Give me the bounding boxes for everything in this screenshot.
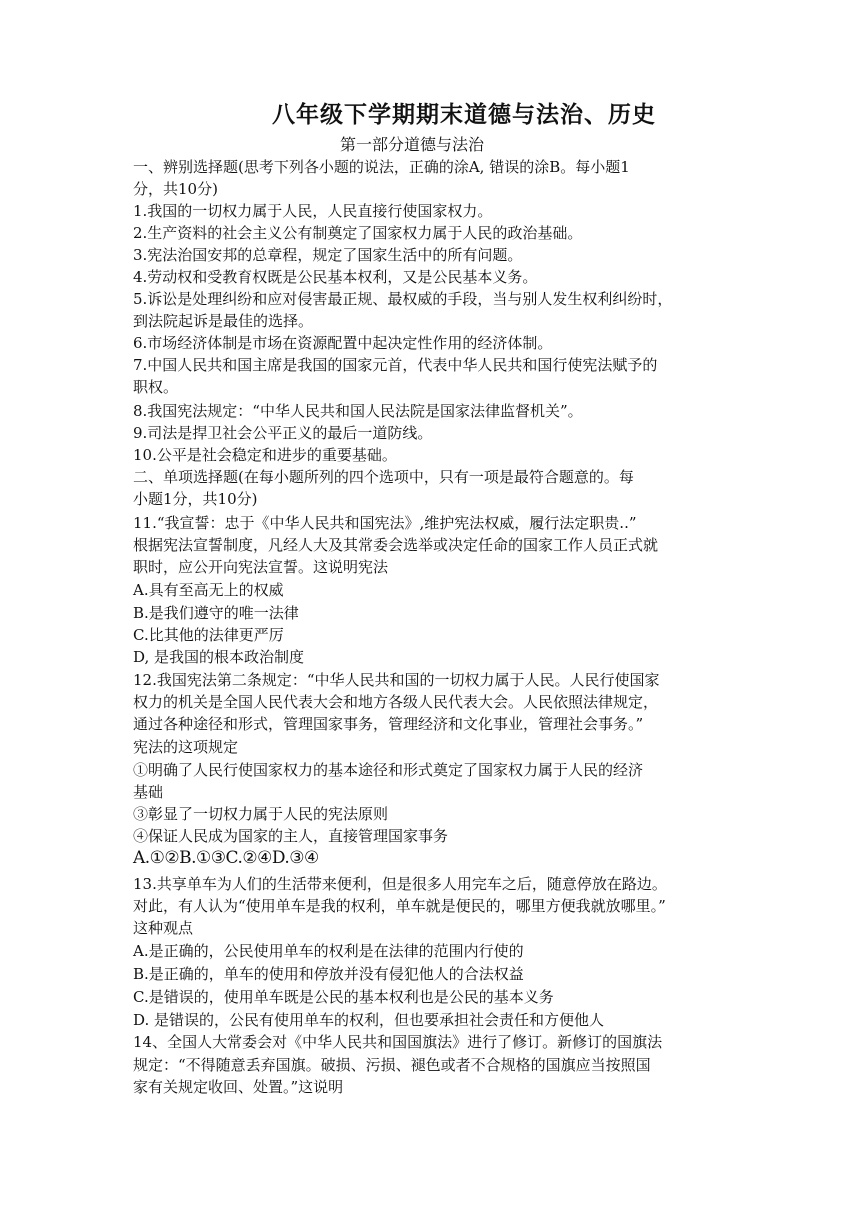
text-line: 小题1分，共10分) xyxy=(133,490,258,508)
text-line: 8.我国宪法规定：“中华人民共和国人民法院是国家法律监督机关”。 xyxy=(133,402,583,420)
answer-options-line: A.①②B.①③C.②④D.③④ xyxy=(133,848,319,868)
text-line: 权力的机关是全国人民代表大会和地方各级人民代表大会。人民依照法律规定， xyxy=(133,693,659,711)
text-line: C.是错误的，使用单车既是公民的基本权利也是公民的基本义务 xyxy=(133,988,554,1006)
text-line: B.是我们遵守的唯一法律 xyxy=(133,604,299,622)
text-line: 家有关规定收回、处置。”这说明 xyxy=(133,1078,344,1096)
section-title: 第一部分道德与法治 xyxy=(340,135,485,154)
text-line: A.是正确的，公民使用单车的权利是在法律的范围内行使的 xyxy=(133,942,524,960)
text-line: 基础 xyxy=(133,783,164,801)
text-line: 职时，应公开向宪法宣誓。这说明宪法 xyxy=(133,558,389,576)
text-line: B.是正确的，单车的使用和停放并没有侵犯他人的合法权益 xyxy=(133,965,524,983)
text-line: 二、单项选择题(在每小题所列的四个选项中，只有一项是最符合题意的。每 xyxy=(133,468,634,486)
text-line: 职权。 xyxy=(133,378,179,396)
text-line: 分，共10分) xyxy=(133,180,218,198)
text-line: 11.“我宣誓：忠于《中华人民共和国宪法》,维护宪法权威，履行法定职贵..” xyxy=(133,514,637,532)
text-line: 对此，有人认为“使用单车是我的权利，单车就是便民的，哪里方便我就放哪里。” xyxy=(133,897,666,915)
text-line: 10.公平是社会稳定和进步的重要基础。 xyxy=(133,446,397,464)
text-line: 13.共享单车为人们的生活带来便利，但是很多人用完车之后，随意停放在路边。 xyxy=(133,875,667,893)
text-line: 9.司法是捍卫社会公平正义的最后一道防线。 xyxy=(133,424,433,442)
text-line: D. 是错误的，公民有使用单车的权利，但也要承担社会责任和方便他人 xyxy=(133,1011,605,1029)
text-line: 根据宪法宣誓制度，凡经人大及其常委会选举或决定任命的国家工作人员正式就 xyxy=(133,536,659,554)
text-line: 规定：“不得随意丢弃国旗。破损、污损、褪色或者不合规格的国旗应当按照国 xyxy=(133,1056,651,1074)
text-line: ③彰显了一切权力属于人民的宪法原则 xyxy=(133,805,389,823)
text-line: A.具有至高无上的权威 xyxy=(133,581,284,599)
text-line: ④保证人民成为国家的主人，直接管理国家事务 xyxy=(133,827,449,845)
text-line: 7.中国人民共和国主席是我国的国家元首，代表中华人民共和国行使宪法赋予的 xyxy=(133,356,658,374)
text-line: 一、辨别选择题(思考下列各小题的说法，正确的涂A, 错误的涂B。每小题1 xyxy=(133,158,630,176)
text-line: ①明确了人民行使国家权力的基本途径和形式奠定了国家权力属于人民的经济 xyxy=(133,761,644,779)
text-line: 4.劳动权和受教育权既是公民基本权利，又是公民基本义务。 xyxy=(133,268,538,286)
text-line: C.比其他的法律更严厉 xyxy=(133,626,284,644)
text-line: 通过各种途径和形式，管理国家事务，管理经济和文化事业，管理社会事务。” xyxy=(133,715,644,733)
text-line: 这种观点 xyxy=(133,919,194,937)
text-line: 2.生产资料的社会主义公有制奠定了国家权力属于人民的政治基础。 xyxy=(133,224,583,242)
text-line: 到法院起诉是最佳的选择。 xyxy=(133,312,314,330)
text-line: 1.我国的一切权力属于人民，人民直接行使国家权力。 xyxy=(133,202,493,220)
text-line: 5.诉讼是处理纠纷和应对侵害最正规、最权威的手段，当与别人发生权利纠纷时， xyxy=(133,290,673,308)
text-line: 3.宪法治国安邦的总章程，规定了国家生活中的所有问题。 xyxy=(133,246,523,264)
text-line: D, 是我国的根本政治制度 xyxy=(133,648,305,666)
text-line: 6.市场经济体制是市场在资源配置中起决定性作用的经济体制。 xyxy=(133,334,553,352)
document-title: 八年级下学期期末道德与法治、历史 xyxy=(272,101,656,128)
text-line: 宪法的这项规定 xyxy=(133,738,239,756)
text-line: 14、全国人大常委会对《中华人民共和国国旗法》进行了修订。新修订的国旗法 xyxy=(133,1033,663,1051)
text-line: 12.我国宪法第二条规定：“中华人民共和国的一切权力属于人民。人民行使国家 xyxy=(133,671,660,689)
